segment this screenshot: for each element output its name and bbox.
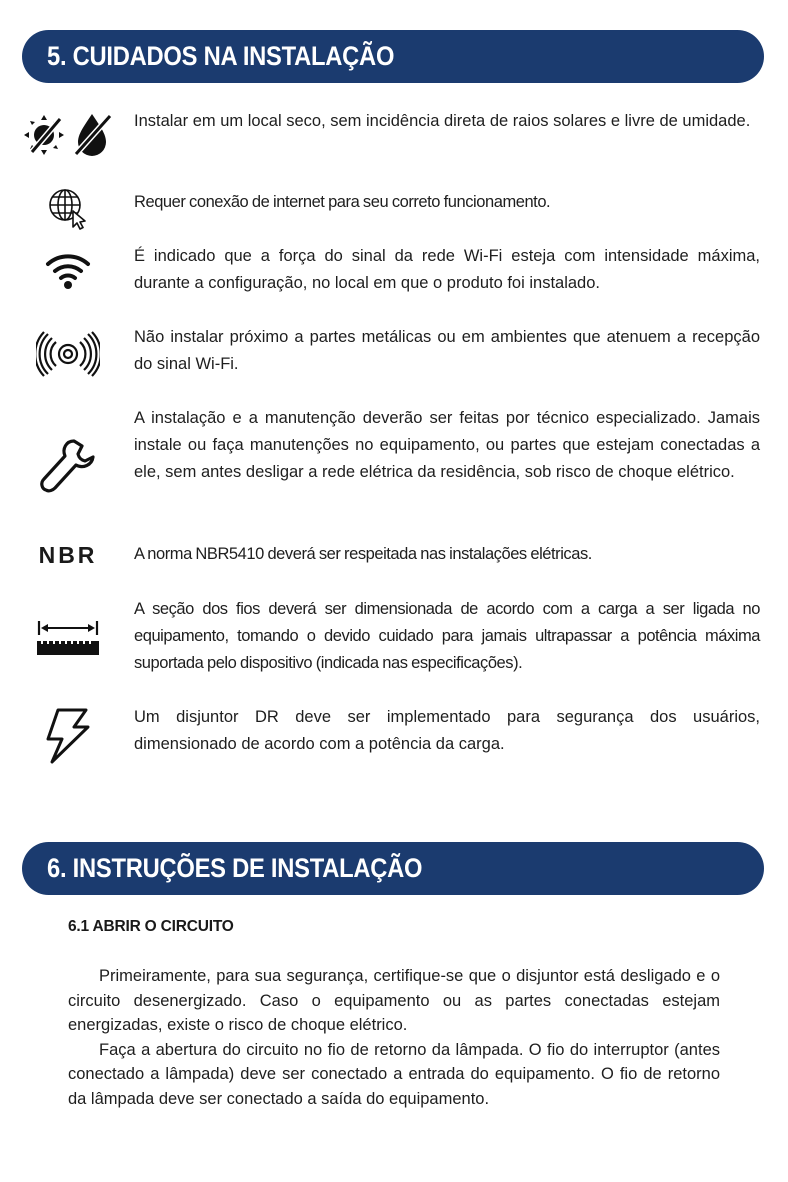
care-text-internet: Requer conexão de internet para seu correto funcionamento. [134, 193, 551, 211]
care-text-wifi-strength: É indicado que a força do sinal da rede Wi-Fi esteja com intensidade máxima, durante a configuração, no local em que o produto foi instalado. [134, 247, 760, 292]
section-5-header [22, 30, 764, 83]
subsection-title: 6.1 ABRIR O CIRCUITO [68, 918, 234, 935]
section-6-title: 6. INSTRUÇÕES DE INSTALAÇÃO [47, 853, 423, 883]
care-text-nbr: A norma NBR5410 deverá ser respeitada nas instalações elétricas. [134, 545, 592, 563]
care-text-dry-location: Instalar em um local seco, sem incidência direta de raios solares e livre de umidade. [134, 112, 751, 130]
care-text-wire-section: A seção dos fios deverá ser dimensionada de acordo com a carga a ser ligada no equipamento, tomando o devido cuidado para jamais ultrapassar a potência máxima suportada pelo dispositivo (indicada nas especificações). [134, 600, 760, 672]
paragraph-1: Primeiramente, para sua segurança, certifique-se que o disjuntor está desligado e o circuito desenergizado. Caso o equipamento ou as partes conectadas estejam energizadas, existe o risco de choque elétrico. [68, 967, 720, 1034]
care-text-technician: A instalação e a manutenção deverão ser feitas por técnico especializado. Jamais instale ou faça manutenções no equipamento, ou partes que estejam conectadas a ele, sem antes desligar a rede elétrica da residência, sob risco de choque elétrico. [134, 409, 760, 481]
paragraph-2: Faça a abertura do circuito no fio de retorno da lâmpada. O fio do interruptor (antes conectado a lâmpada) deve ser conectado a entrada do equipamento. O fio de retorno da lâmpada deve ser conectado a saída do equipamento. [68, 1040, 720, 1108]
wifi-icon [22, 250, 114, 292]
nbr-label [22, 540, 114, 570]
care-text-metal-interference: Não instalar próximo a partes metálicas ou em ambientes que atenuem a recepção do sinal Wi-Fi. [134, 328, 760, 373]
subsection-body [68, 964, 720, 1111]
nbr-label-text: NBR [38, 541, 98, 568]
section-6-header [22, 842, 764, 895]
wire-gauge-ruler-icon [22, 618, 114, 658]
lightning-bolt-icon [22, 706, 114, 766]
wrench-icon [22, 432, 114, 496]
no-sun-no-water-icon [22, 108, 114, 160]
care-text-dr-breaker: Um disjuntor DR deve ser implementado para segurança dos usuários, dimensionado de acordo com a potência da carga. [134, 708, 760, 753]
section-5-title: 5. CUIDADOS NA INSTALAÇÃO [47, 41, 395, 71]
internet-globe-icon [22, 186, 114, 230]
signal-interference-icon [22, 330, 114, 378]
